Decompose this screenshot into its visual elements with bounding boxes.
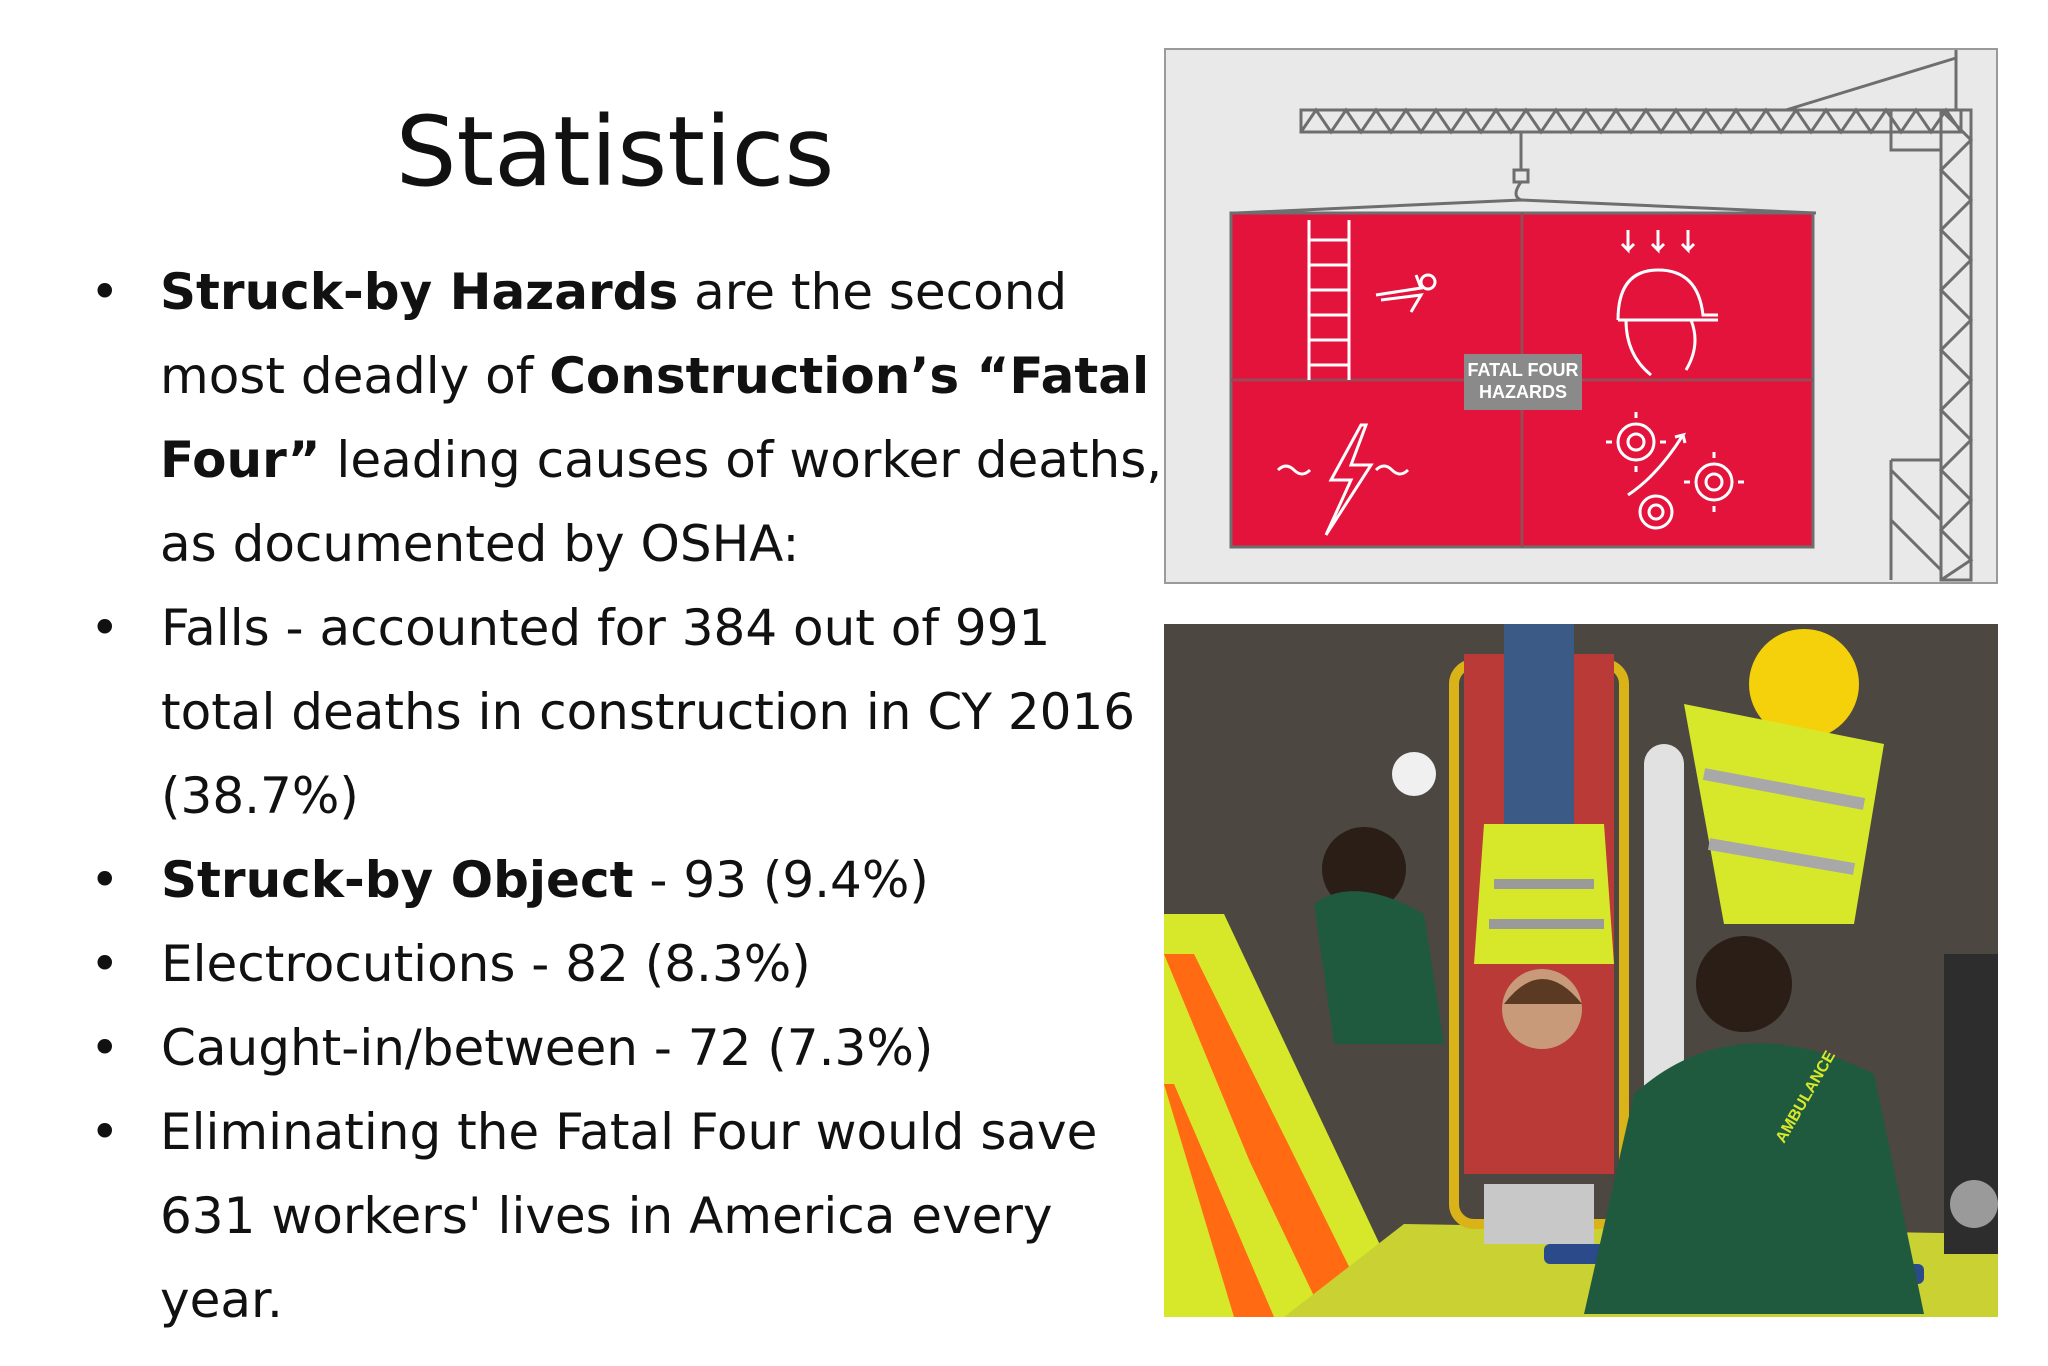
jacket-text: AMBULANCE [1772,1048,1840,1146]
fatal-four-graphic [1164,48,1998,584]
bullet-item-eliminating [90,1090,1180,1342]
bullet-glyph: • [90,1019,120,1077]
slide-body [90,250,1180,1342]
bullet-text: are the second most deadly of [160,263,1068,405]
sub-item-text: Caught-in/between - 72 (7.3%) [161,1019,934,1077]
slide-title: Statistics [395,96,835,208]
bullet-glyph: • [90,263,120,321]
bold-struck-by-object: Struck-by Object [161,851,634,909]
rescue-scene-image [1164,624,1998,1317]
sub-item-text: - 93 (9.4%) [633,851,929,909]
bullet-glyph: • [90,935,120,993]
bold-struck-by-hazards: Struck-by Hazards [160,263,679,321]
sub-bullet-list [90,586,1180,1090]
bullet-text: leading causes of worker deaths, as documented by OSHA: [160,431,1163,573]
crane-illustration [1166,50,1996,582]
bullet-glyph: • [90,851,120,909]
fatal-four-label-line1: FATAL FOUR [1467,360,1579,380]
sub-item-caught-in [90,1006,1180,1090]
bullet-text: Eliminating the Fatal Four would save 631 workers' lives in America every year. [160,1103,1098,1329]
bullet-glyph: • [90,1103,120,1161]
sub-item-text: Electrocutions - 82 (8.3%) [161,935,811,993]
bullet-list [90,1090,1180,1342]
fatal-four-label-line2: HAZARDS [1479,382,1567,402]
bullet-item-fatal-four [90,250,1180,586]
bullet-glyph: • [90,599,120,657]
bold-fatal-four: Construction’s “Fatal Four” [160,347,1150,489]
sub-item-text: Falls - accounted for 384 out of 991 total deaths in construction in CY 2016 (38.7%) [161,599,1136,825]
sub-item-electrocutions [90,922,1180,1006]
sub-item-struck-by [90,838,1180,922]
bullet-list [90,250,1180,586]
sub-item-falls [90,586,1180,838]
rescue-photo [1164,624,1998,1317]
